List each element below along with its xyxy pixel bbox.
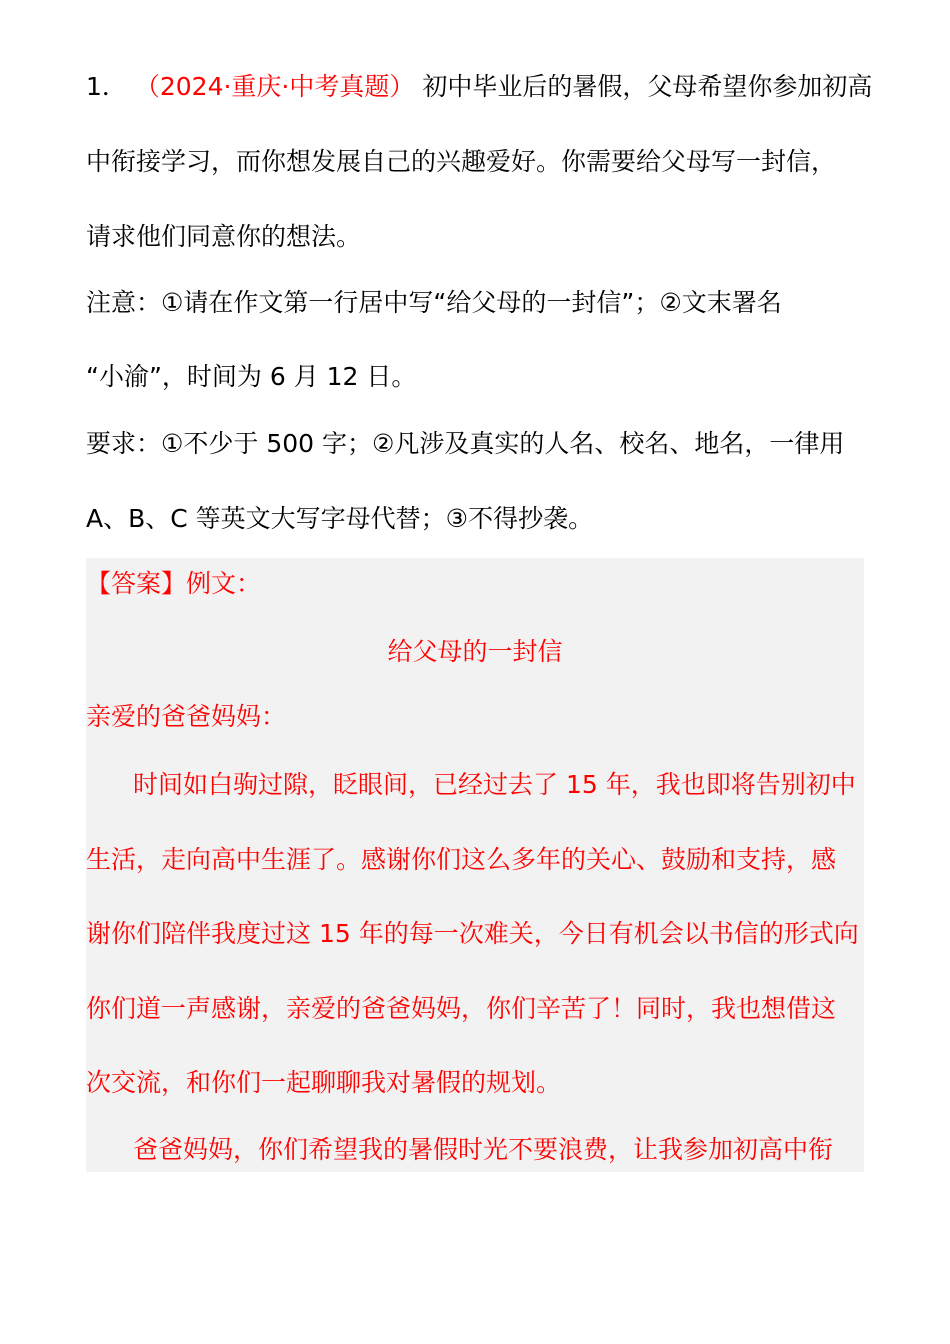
question-requirement-line: A、B、C 等英文大写字母代替；③不得抄袭。 (86, 504, 594, 533)
essay-paragraph-line: 时间如白驹过隙，眨眼间，已经过去了 15 年，我也即将告别初中 (133, 770, 856, 799)
question-source: （2024·重庆·中考真题） (134, 72, 415, 101)
essay-paragraph-line: 爸爸妈妈，你们希望我的暑假时光不要浪费，让我参加初高中衔 (133, 1135, 834, 1164)
question-note-line: 注意：①请在作文第一行居中写“给父母的一封信”；②文末署名 (86, 288, 782, 317)
essay-paragraph-line: 生活，走向高中生涯了。感谢你们这么多年的关心、鼓励和支持，感 (86, 845, 837, 874)
essay-title: 给父母的一封信 (387, 637, 563, 666)
essay-paragraph-line: 你们道一声感谢，亲爱的爸爸妈妈，你们辛苦了！同时，我也想借这 (86, 994, 837, 1023)
question-text-line: 中衔接学习，而你想发展自己的兴趣爱好。你需要给父母写一封信， (86, 147, 837, 176)
question-text-line: 初中毕业后的暑假，父母希望你参加初高 (422, 72, 873, 101)
question-first-line (86, 70, 872, 104)
essay-paragraph-line: 次交流，和你们一起聊聊我对暑假的规划。 (86, 1068, 562, 1097)
question-note-line: “小渝”，时间为 6 月 12 日。 (86, 362, 417, 391)
question-text-line: 请求他们同意你的想法。 (86, 222, 362, 251)
question-number: 1． (86, 72, 127, 101)
question-requirement-line: 要求：①不少于 500 字；②凡涉及真实的人名、校名、地名，一律用 (86, 429, 845, 458)
essay-paragraph-line: 谢你们陪伴我度过这 15 年的每一次难关，今日有机会以书信的形式向 (86, 919, 859, 948)
answer-label: 【答案】例文： (86, 569, 262, 598)
essay-salutation: 亲爱的爸爸妈妈： (86, 702, 287, 731)
